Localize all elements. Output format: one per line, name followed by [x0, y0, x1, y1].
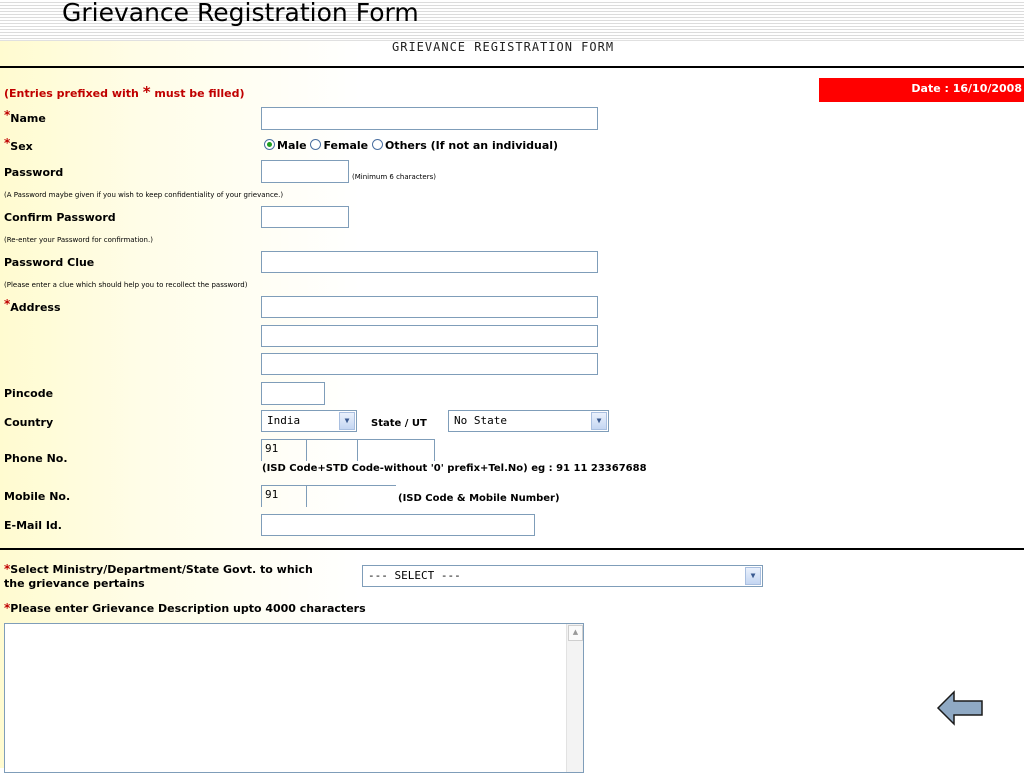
sex-radio-female[interactable] — [310, 139, 321, 150]
sex-radio-others[interactable] — [372, 139, 383, 150]
ministry-select-value: --- SELECT --- — [368, 569, 461, 582]
description-label-text: Please enter Grievance Description upto 4000 characters — [10, 602, 366, 615]
ministry-label — [4, 562, 324, 591]
state-select-value: No State — [454, 414, 507, 427]
phone-isd-input[interactable]: 91 — [261, 439, 307, 461]
chevron-down-icon[interactable]: ▼ — [591, 412, 607, 430]
required-star: * — [142, 83, 151, 101]
chevron-down-icon[interactable]: ▼ — [339, 412, 355, 430]
name-input[interactable] — [261, 107, 598, 130]
address-line-2-input[interactable] — [261, 325, 598, 347]
sex-option-label: Male — [277, 139, 307, 152]
password-clue-label: Password Clue — [4, 256, 95, 269]
address-line-1-input[interactable] — [261, 296, 598, 318]
description-textarea[interactable] — [4, 623, 584, 773]
mobile-note: (ISD Code & Mobile Number) — [398, 493, 560, 504]
required-note — [4, 83, 245, 101]
address-label-text: Address — [10, 301, 61, 314]
address-line-3-input[interactable] — [261, 353, 598, 375]
date-badge: Date : 16/10/2008 — [819, 78, 1024, 102]
password-input[interactable] — [261, 160, 349, 183]
name-label-text: Name — [10, 112, 46, 125]
sex-label-text: Sex — [10, 140, 33, 153]
chevron-down-icon[interactable]: ▼ — [745, 567, 761, 585]
sex-radio-male[interactable] — [264, 139, 275, 150]
password-min-note: (Minimum 6 characters) — [352, 173, 436, 181]
country-label: Country — [4, 416, 54, 429]
sex-option-label: Others (If not an individual) — [384, 139, 559, 152]
sex-option-label: Female — [323, 139, 369, 152]
required-star: * — [4, 136, 11, 150]
required-star: * — [4, 108, 11, 122]
divider-bottom — [0, 548, 1024, 550]
name-label — [4, 108, 46, 126]
password-hint: (A Password maybe given if you wish to keep confidentiality of your grievance.) — [4, 191, 284, 199]
email-label: E-Mail Id. — [4, 519, 62, 532]
ministry-label-text: Select Ministry/Department/State Govt. to which the grievance pertains — [4, 563, 313, 590]
form-header: GRIEVANCE REGISTRATION FORM — [392, 40, 615, 54]
left-arrow-shape[interactable] — [938, 692, 982, 724]
confirm-password-hint: (Re-enter your Password for confirmation.) — [4, 236, 153, 244]
ministry-select[interactable] — [362, 565, 763, 587]
country-select-value: India — [267, 414, 301, 427]
sex-label — [4, 136, 33, 154]
state-label: State / UT — [371, 418, 427, 429]
required-star: * — [4, 562, 11, 576]
password-clue-input[interactable] — [261, 251, 598, 273]
description-label — [4, 601, 366, 615]
pincode-input[interactable] — [261, 382, 325, 405]
pincode-label: Pincode — [4, 387, 54, 400]
state-select[interactable] — [448, 410, 609, 432]
required-note-text-end: must be filled) — [150, 87, 245, 100]
phone-note: (ISD Code+STD Code-without '0' prefix+Tel.No) eg : 91 11 23367688 — [262, 463, 647, 474]
sex-options — [264, 139, 558, 152]
email-input[interactable] — [261, 514, 535, 536]
mobile-label: Mobile No. — [4, 490, 71, 503]
confirm-password-input[interactable] — [261, 206, 349, 228]
mobile-number-input[interactable] — [306, 485, 396, 507]
required-star: * — [4, 601, 11, 615]
phone-label: Phone No. — [4, 452, 68, 465]
required-star: * — [4, 297, 11, 311]
confirm-password-label: Confirm Password — [4, 211, 116, 224]
address-label — [4, 297, 61, 315]
slide-title: Grievance Registration Form — [62, 0, 419, 27]
divider-top — [0, 66, 1024, 68]
required-note-text: (Entries prefixed with — [4, 87, 143, 100]
mobile-isd-input[interactable]: 91 — [261, 485, 307, 507]
left-arrow-icon[interactable] — [936, 690, 984, 726]
phone-std-input[interactable] — [306, 439, 358, 461]
textarea-scrollbar[interactable] — [566, 624, 583, 772]
password-label: Password — [4, 166, 64, 179]
country-select[interactable] — [261, 410, 357, 432]
password-clue-hint: (Please enter a clue which should help you to recollect the password) — [4, 281, 248, 289]
scroll-up-icon[interactable]: ▲ — [568, 625, 583, 641]
phone-number-input[interactable] — [357, 439, 435, 461]
